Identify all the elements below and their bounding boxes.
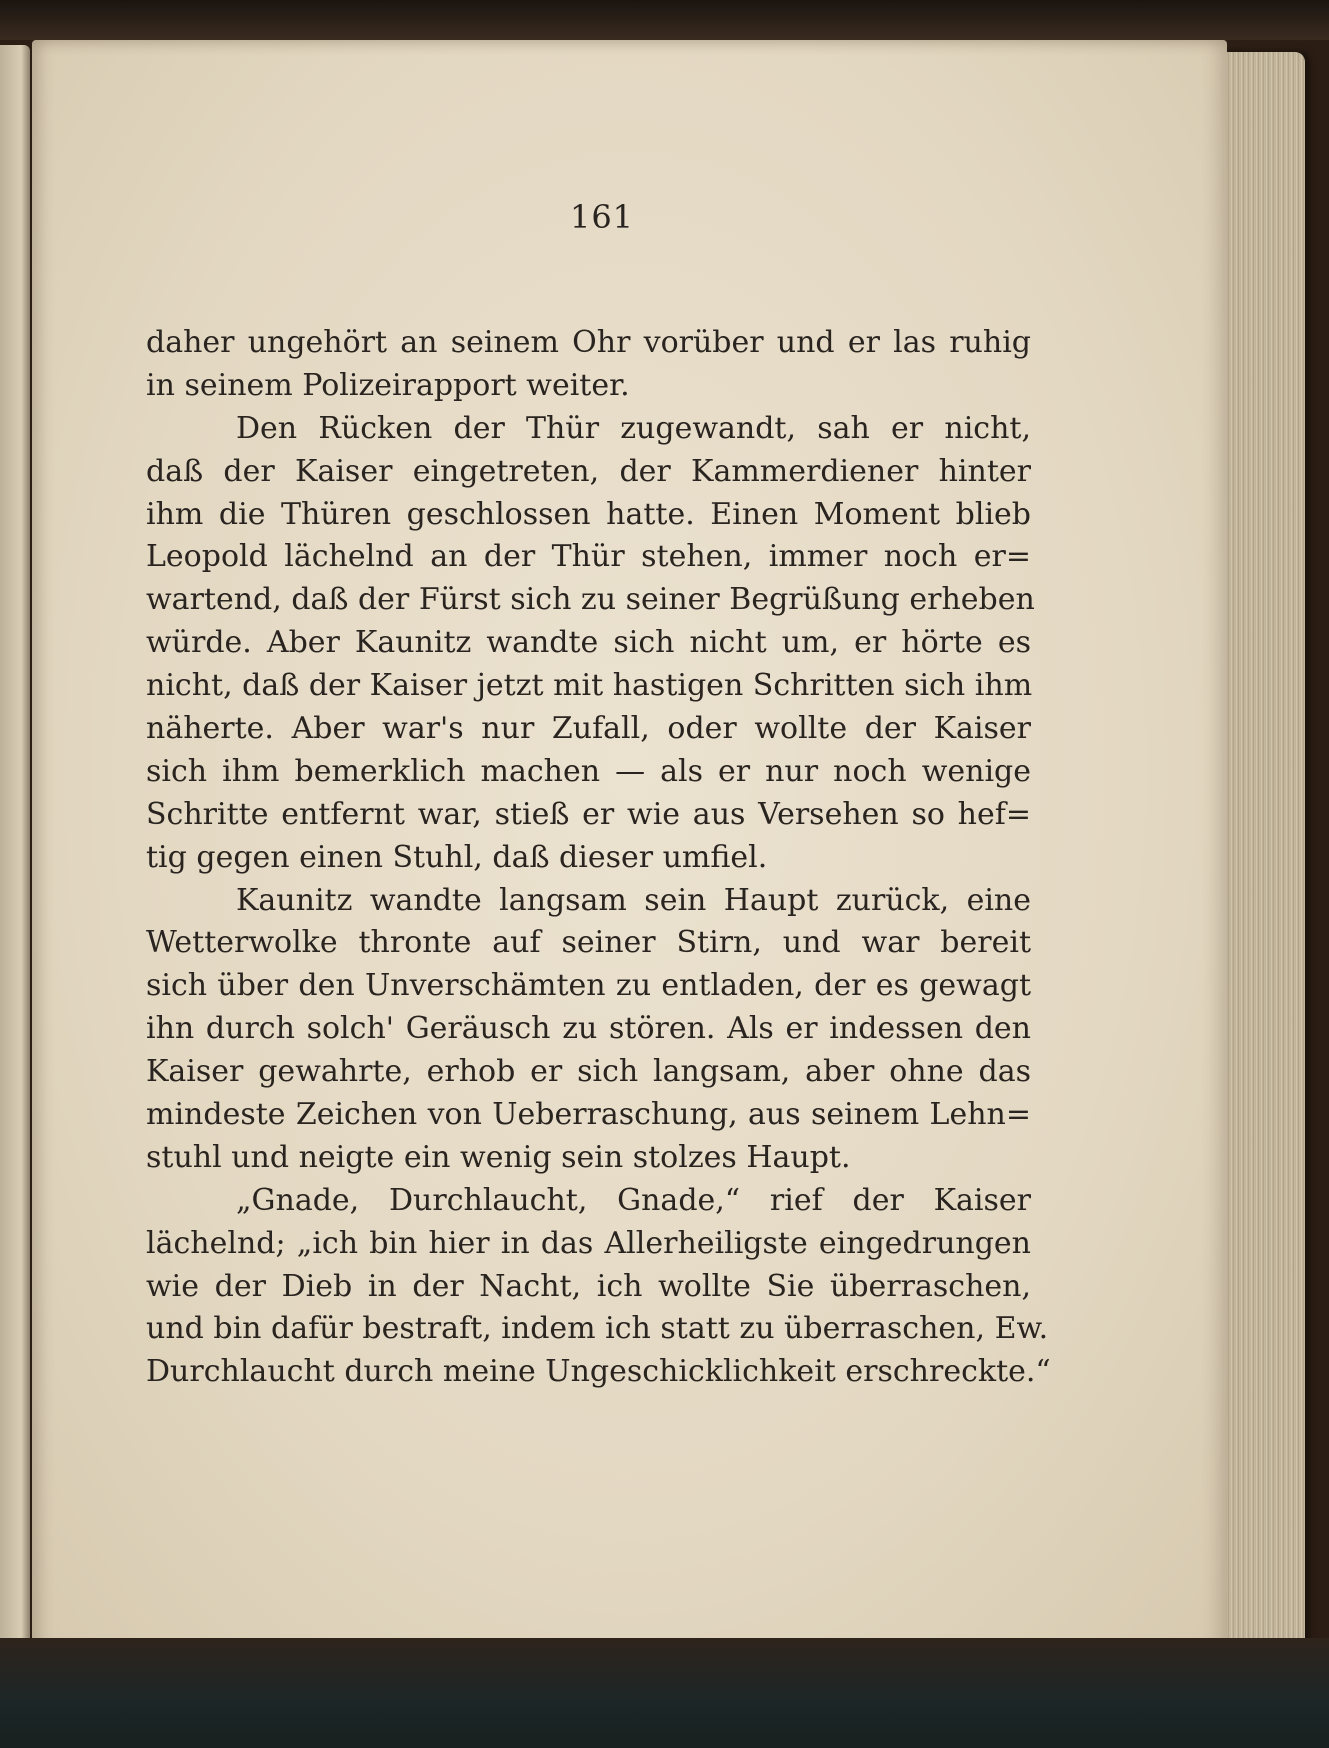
text-line: mindeste Zeichen von Ueberraschung, aus seinem Lehn= [146,1097,1031,1133]
book-cover-bottom [0,1638,1329,1748]
text-line: ihm die Thüren geschlossen hatte. Einen Moment blieb [146,496,1031,532]
text-line: Kaunitz wandte langsam sein Haupt zurück, eine [236,882,1031,918]
text-line: „Gnade, Durchlaucht, Gnade,“ rief der Kaiser [236,1182,1031,1218]
text-line: daß der Kaiser eingetreten, der Kammerdiener hinter [146,453,1031,489]
text-line: und bin dafür bestraft, indem ich statt zu überraschen, Ew. [146,1311,1049,1347]
text-line: tig gegen einen Stuhl, daß dieser umfiel. [146,839,768,875]
text-line: stuhl und neigte ein wenig sein stolzes Haupt. [146,1139,851,1175]
text-line: in seinem Polizeirapport weiter. [146,367,630,403]
book-cover-top [0,0,1329,40]
text-line: sich ihm bemerklich machen — als er nur noch wenige [146,753,1031,789]
page-stack-edge [1215,52,1305,1662]
page-number: 161 [569,198,635,236]
text-line: Kaiser gewahrte, erhob er sich langsam, aber ohne das [146,1054,1031,1090]
left-page-edge [0,45,30,1645]
text-line: daher ungehört an seinem Ohr vorüber und er las ruhig [146,325,1031,360]
text-line: näherte. Aber war's nur Zufall, oder wollte der Kaiser [146,711,1031,747]
text-line: ihn durch solch' Geräusch zu stören. Als er indessen den [146,1011,1031,1047]
text-line: lächelnd; „ich bin hier in das Allerheiligste eingedrungen [146,1225,1031,1261]
text-line: nicht, daß der Kaiser jetzt mit hastigen Schritten sich ihm [146,668,1033,704]
text-line: wie der Dieb in der Nacht, ich wollte Sie überraschen, [146,1268,1031,1304]
text-line: sich über den Unverschämten zu entladen, der es gewagt [146,968,1031,1004]
book-page [32,40,1227,1662]
body-text [146,322,1051,1394]
text-line: Den Rücken der Thür zugewandt, sah er nicht, [236,410,1031,446]
text-line: würde. Aber Kaunitz wandte sich nicht um, er hörte es [146,625,1031,661]
text-line: Durchlaucht durch meine Ungeschicklichkeit erschreckte.“ [146,1354,1051,1390]
text-line: Wetterwolke thronte auf seiner Stirn, und war bereit [146,925,1031,961]
text-line: Leopold lächelnd an der Thür stehen, immer noch er= [146,539,1031,575]
text-line: Schritte entfernt war, stieß er wie aus Versehen so hef= [146,796,1031,832]
text-line: wartend, daß der Fürst sich zu seiner Begrüßung erheben [146,582,1035,618]
